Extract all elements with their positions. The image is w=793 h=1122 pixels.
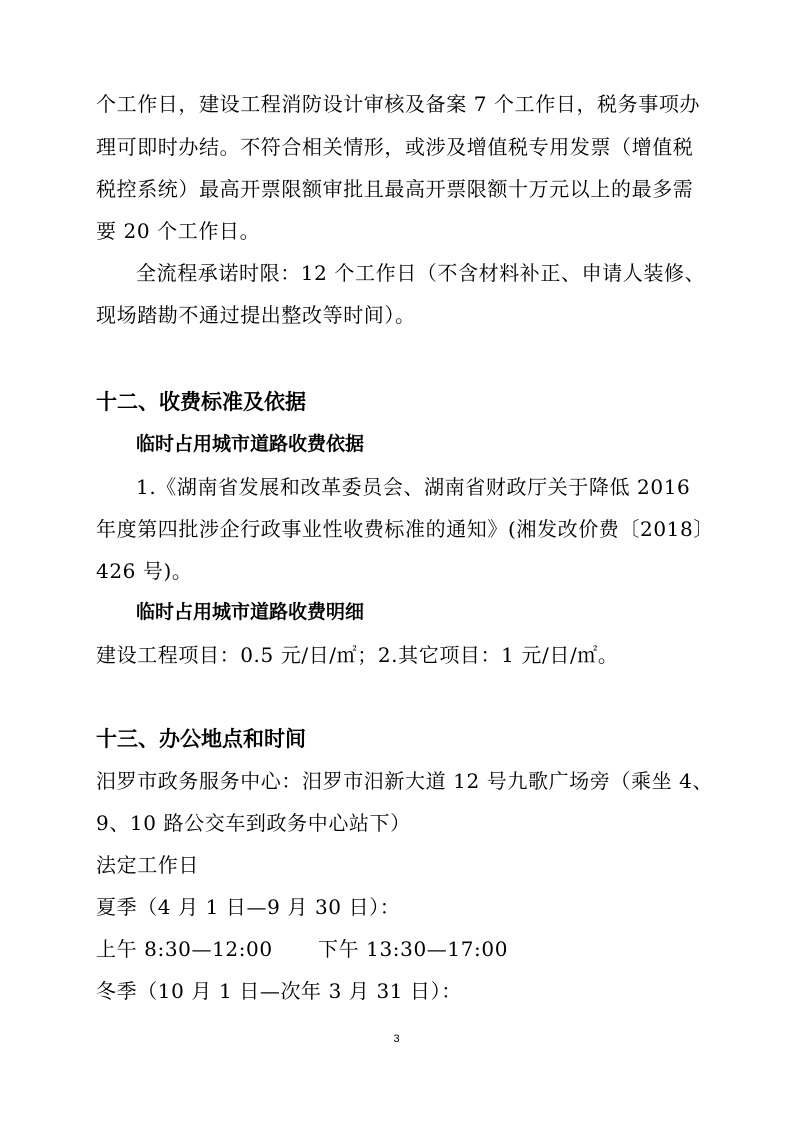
processing-line-4: 要 20 个工作日。 bbox=[96, 219, 261, 243]
processing-line-3: 税控系统）最高开票限额审批且最高开票限额十万元以上的最多需 bbox=[96, 177, 694, 201]
page-number: 3 bbox=[393, 1033, 400, 1045]
fee-basis-line-1: 1.《湖南省发展和改革委员会、湖南省财政厅关于降低 2016 bbox=[136, 475, 691, 499]
fee-basis-heading: 临时占用城市道路收费依据 bbox=[136, 433, 365, 455]
summer-label: 夏季（4 月 1 日—9 月 30 日）： bbox=[96, 895, 401, 919]
section-13-heading: 十三、办公地点和时间 bbox=[96, 727, 306, 751]
processing-line-1: 个工作日，建设工程消防设计审核及备案 7 个工作日，税务事项办 bbox=[96, 92, 701, 116]
fee-basis-line-3: 426 号)。 bbox=[96, 559, 193, 583]
commitment-line-1: 全流程承诺时限：12 个工作日（不含材料补正、申请人装修、 bbox=[136, 261, 706, 285]
address-line-2: 9、10 路公交车到政务中心站下） bbox=[96, 811, 411, 835]
summer-morning-hours: 上午 8:30—12:00 bbox=[96, 937, 273, 961]
fee-details-heading: 临时占用城市道路收费明细 bbox=[136, 601, 365, 623]
winter-label: 冬季（10 月 1 日—次年 3 月 31 日）： bbox=[96, 979, 462, 1003]
workday-label: 法定工作日 bbox=[96, 853, 199, 877]
section-12-heading: 十二、收费标准及依据 bbox=[96, 390, 306, 414]
fee-details-line: 建设工程项目：0.5 元/日/㎡；2.其它项目：1 元/日/㎡。 bbox=[96, 643, 619, 667]
address-line-1: 汨罗市政务服务中心：汨罗市汨新大道 12 号九歌广场旁（乘坐 4、 bbox=[96, 769, 714, 793]
fee-basis-line-2: 年度第四批涉企行政事业性收费标准的通知》(湘发改价费〔2018〕 bbox=[96, 517, 714, 541]
summer-afternoon-hours: 下午 13:30—17:00 bbox=[318, 937, 509, 961]
processing-line-2: 理可即时办结。不符合相关情形，或涉及增值税专用发票（增值税 bbox=[96, 135, 694, 159]
commitment-line-2: 现场踏勘不通过提出整改等时间）。 bbox=[96, 303, 416, 327]
